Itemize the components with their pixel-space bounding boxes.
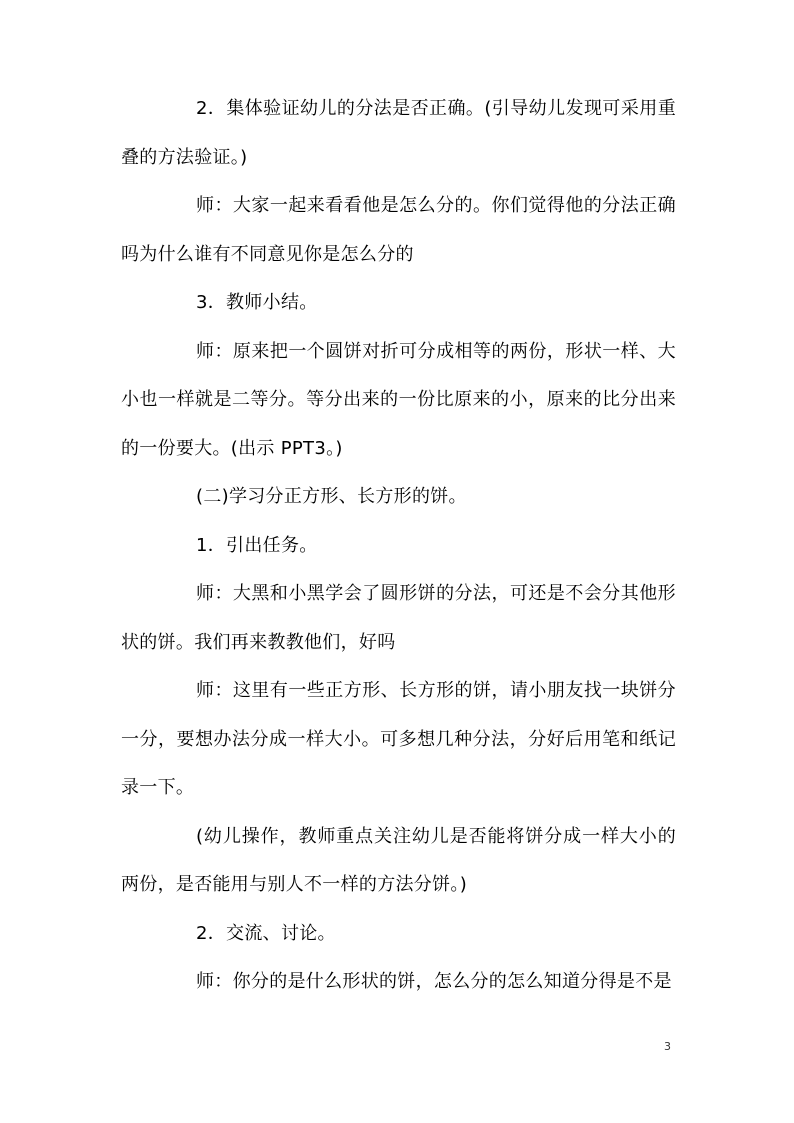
paragraph-discussion-heading: 2．交流、讨论。 (196, 922, 336, 944)
paragraph-task-instructions: 师：这里有一些正方形、长方形的饼，请小朋友找一块饼分一分，要想办法分成一样大小。可多想几种分法，分好后用笔和纸记录一下。 (121, 680, 676, 798)
paragraph-section-heading: (二)学习分正方形、长方形的饼。 (196, 486, 467, 507)
paragraph-teacher-summary-heading: 3．教师小结。 (196, 292, 318, 313)
body-text (121, 85, 676, 1007)
page-number: 3 (664, 1040, 671, 1053)
paragraph-teacher-summary: 师：原来把一个圆饼对折可分成相等的两份，形状一样、大小也一样就是二等分。等分出来的一份比原来的小，原来的比分出来的一份要大。(出示 PPT3。) (121, 340, 676, 459)
paragraph-child-operation: (幼儿操作，教师重点关注幼儿是否能将饼分成一样大小的两份，是否能用与别人不一样的方法分饼。) (121, 825, 676, 895)
paragraph-discussion-question: 师：你分的是什么形状的饼，怎么分的怎么知道分得是不是 (196, 971, 672, 992)
paragraph-teacher-question: 师：大家一起来看看他是怎么分的。你们觉得他的分法正确吗为什么谁有不同意见你是怎么分的 (121, 195, 676, 265)
paragraph-verify-method: 2．集体验证幼儿的分法是否正确。(引导幼儿发现可采用重叠的方法验证。) (121, 98, 676, 168)
paragraph-task-heading: 1．引出任务。 (196, 534, 318, 556)
paragraph-task-intro: 师：大黑和小黑学会了圆形饼的分法，可还是不会分其他形状的饼。我们再来教教他们，好吗 (121, 583, 676, 653)
